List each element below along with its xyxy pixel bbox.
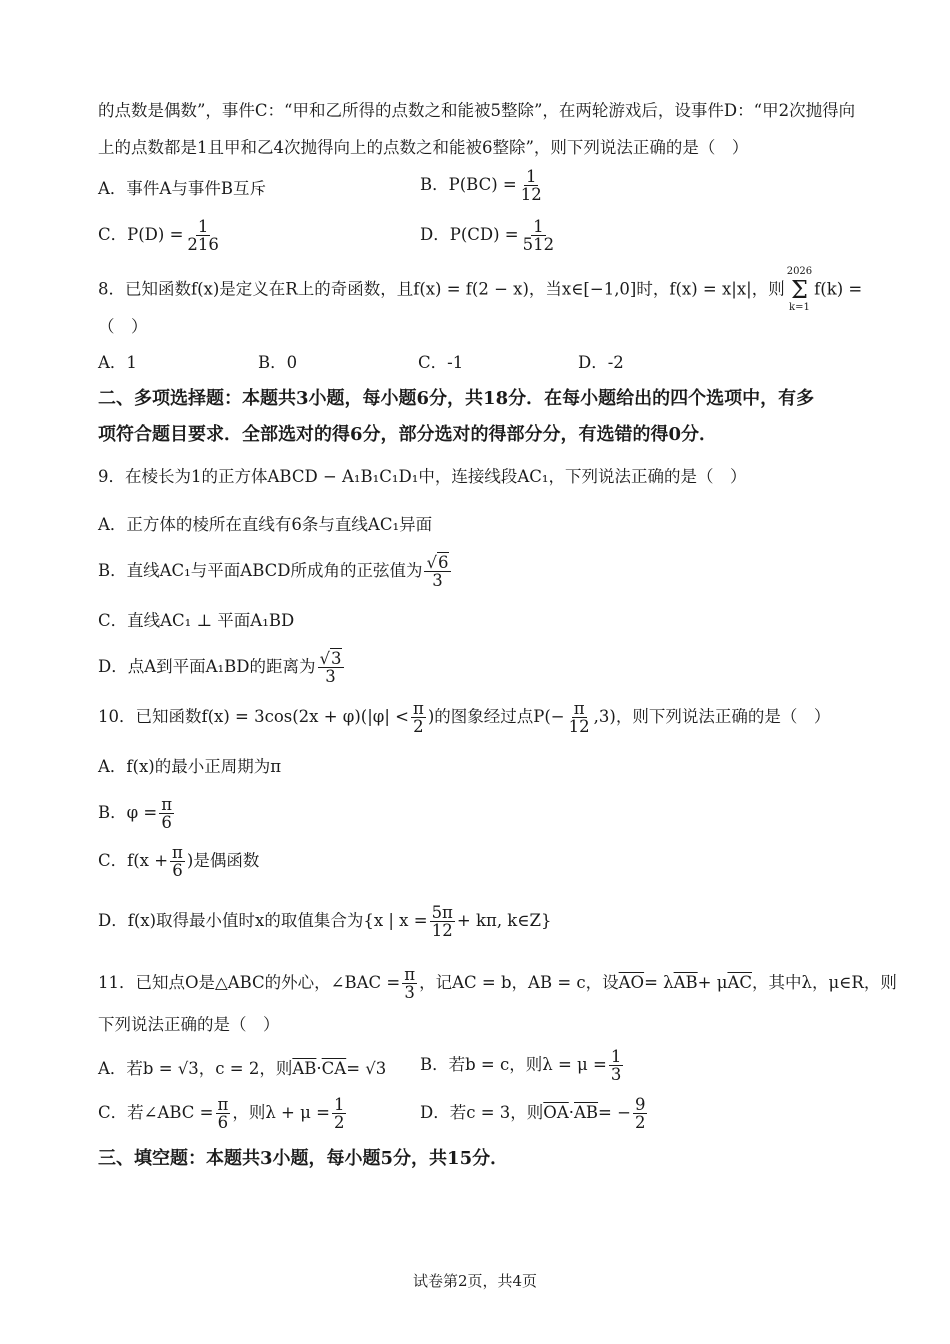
q9-option-b: B．直线AC₁与平面ABCD所成角的正弦值为 $\frac{√6}{3}$ bbox=[98, 553, 449, 590]
q10-option-d: D．f(x)取得最小值时x的取值集合为{x | x = $\frac{5\pi}{12}$ + kπ, k∈Z} bbox=[98, 903, 552, 940]
q8-option-b: B．0 bbox=[258, 353, 298, 372]
fraction: $\frac{1}{216}$ bbox=[187, 217, 219, 254]
summation-symbol: 2026 Σ k=1 bbox=[786, 266, 813, 313]
q10-stem: 10．已知函数f(x) = 3cos(2x + φ)(|φ| < $\frac{\pi}{2}$ )的图象经过点P(− $\frac{\pi}{12}$ ,3)，则下列说法正确的是（ ） bbox=[98, 699, 831, 736]
fraction: $\frac{9}{2}$ bbox=[634, 1095, 646, 1132]
q10-option-b: B．φ = $\frac{\pi}{6}$ bbox=[98, 795, 173, 832]
q7-option-d: D．P(CD) = $\frac{1}{512}$ bbox=[420, 217, 555, 254]
q11-stem-line-2: 下列说法正确的是（ ） bbox=[98, 1015, 280, 1034]
fraction: $\frac{\pi}{6}$ bbox=[161, 795, 173, 832]
page-footer: 试卷第2页，共4页 bbox=[412, 1272, 538, 1290]
fraction: $\frac{√6}{3}$ bbox=[426, 553, 449, 590]
q11-option-a: A．若b = √3，c = 2，则$\overline{AB}\cdot\overline{CA}= √3$ bbox=[98, 1059, 387, 1078]
fraction: $\frac{1}{2}$ bbox=[333, 1095, 345, 1132]
section-3-heading: 三、填空题：本题共3小题，每小题5分，共15分． bbox=[98, 1148, 509, 1169]
fraction: $\frac{\pi}{6}$ bbox=[217, 1095, 229, 1132]
q8-option-d: D．-2 bbox=[578, 353, 624, 372]
q8-option-c: C．-1 bbox=[418, 353, 464, 372]
q10-option-c: C．f(x + $\frac{\pi}{6}$ )是偶函数 bbox=[98, 843, 260, 880]
fraction: $\frac{√3}{3}$ bbox=[319, 649, 342, 686]
q7-option-c: C．P(D) = $\frac{1}{216}$ bbox=[98, 217, 219, 254]
section-2-heading-line-1: 二、多项选择题：本题共3小题，每小题6分，共18分．在每小题给出的四个选项中，有多 bbox=[98, 388, 815, 409]
q9-option-a: A．正方体的棱所在直线有6条与直线AC₁异面 bbox=[98, 515, 433, 534]
q7-option-a: A．事件A与事件B互斥 bbox=[98, 179, 266, 198]
q9-option-c: C．直线AC₁ ⊥ 平面A₁BD bbox=[98, 611, 295, 630]
section-2-heading-line-2: 项符合题目要求．全部选对的得6分，部分选对的得部分分，有选错的得0分． bbox=[98, 424, 718, 445]
q7-option-b: B．P(BC) = $\frac{1}{12}$ bbox=[420, 167, 542, 204]
q11-stem-line-1: 11．已知点O是△ABC的外心，∠BAC = $\frac{\pi}{3}$ ，记AC = b，AB = c，设$\overline{AO}= \lambda\overline{AB}+ \mu\overline{AC}$，其中λ，μ∈R，则 bbox=[98, 965, 897, 1002]
fraction: $\frac{\pi}{3}$ bbox=[404, 965, 416, 1002]
q7-stem-line-2: 上的点数都是1且甲和乙4次抛得向上的点数之和能被6整除”，则下列说法正确的是（ ） bbox=[98, 138, 749, 157]
fraction: $\frac{5\pi}{12}$ bbox=[431, 903, 453, 940]
fraction: $\frac{1}{12}$ bbox=[520, 167, 542, 204]
q9-stem: 9．在棱长为1的正方体ABCD − A₁B₁C₁D₁中，连接线段AC₁，下列说法正确的是（ ） bbox=[98, 467, 747, 486]
q11-option-b: B．若b = c，则λ = μ = $\frac{1}{3}$ bbox=[420, 1047, 622, 1084]
fraction: $\frac{1}{3}$ bbox=[610, 1047, 622, 1084]
q11-option-d: D．若c = 3，则$\overline{OA}\cdot\overline{AB}=$ − $\frac{9}{2}$ bbox=[420, 1095, 646, 1132]
q11-option-c: C．若∠ABC = $\frac{\pi}{6}$ ，则λ + μ = $\frac{1}{2}$ bbox=[98, 1095, 345, 1132]
q9-option-d: D．点A到平面A₁BD的距离为 $\frac{√3}{3}$ bbox=[98, 649, 342, 686]
q10-option-a: A．f(x)的最小正周期为π bbox=[98, 757, 282, 776]
q8-paren: （ ） bbox=[98, 317, 148, 336]
q7-stem-line-1: 的点数是偶数”，事件C：“甲和乙所得的点数之和能被5整除”，在两轮游戏后，设事件D：“甲2次抛得向 bbox=[98, 101, 856, 120]
q8-option-a: A．1 bbox=[98, 353, 137, 372]
q8-stem: 8．已知函数f(x)是定义在R上的奇函数，且f(x) = f(2 − x)，当x∈[−1,0]时，f(x) = x|x|，则 2026 Σ k=1 f(k) = bbox=[98, 266, 863, 313]
fraction: $\frac{\pi}{6}$ bbox=[172, 843, 183, 880]
fraction: $\frac{1}{512}$ bbox=[522, 217, 555, 254]
fraction: $\frac{\pi}{12}$ bbox=[568, 699, 590, 736]
fraction: $\frac{\pi}{2}$ bbox=[412, 699, 424, 736]
